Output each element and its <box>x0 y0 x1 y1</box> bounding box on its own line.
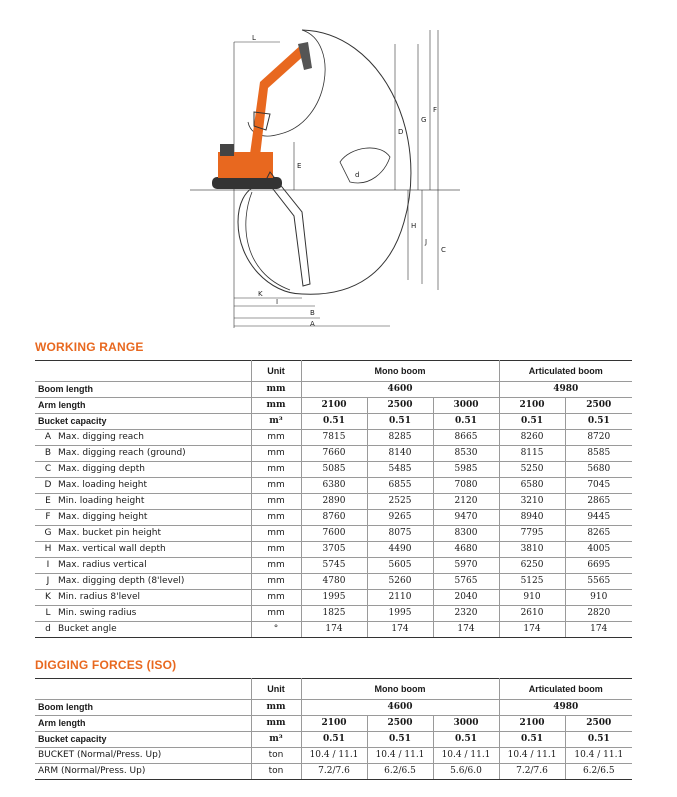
value-cell: 1995 <box>367 606 433 622</box>
table-row <box>35 526 632 542</box>
row-code: A <box>44 432 52 442</box>
table-row <box>35 606 632 622</box>
value-cell: 7080 <box>433 478 499 494</box>
value-cell: 174 <box>565 622 632 638</box>
digging-forces-title: DIGGING FORCES (ISO) <box>35 658 177 672</box>
value-cell: 910 <box>499 590 565 606</box>
value-cell: 5.6/6.0 <box>433 764 499 780</box>
label-d: d <box>355 171 360 179</box>
articulated-boom-header: Articulated boom <box>499 679 632 700</box>
table-row <box>35 542 632 558</box>
row-unit: mm <box>251 510 301 526</box>
row-code: B <box>44 448 52 458</box>
table-row <box>35 590 632 606</box>
value-cell: 6855 <box>367 478 433 494</box>
row-label: Min. loading height <box>58 496 145 506</box>
row-unit: mm <box>251 542 301 558</box>
value-cell: 5565 <box>565 574 632 590</box>
row-unit: mm <box>251 590 301 606</box>
working-range-table <box>35 360 632 638</box>
value-cell: 5680 <box>565 462 632 478</box>
value-cell: 5085 <box>301 462 367 478</box>
table-row <box>35 494 632 510</box>
label-K: K <box>258 290 263 298</box>
value-cell: 8760 <box>301 510 367 526</box>
header-row <box>35 361 632 382</box>
row-unit: ton <box>251 764 301 780</box>
value-cell: 7600 <box>301 526 367 542</box>
row-unit: mm <box>251 606 301 622</box>
label-I: I <box>276 298 279 306</box>
value-cell: 8665 <box>433 430 499 446</box>
value-cell: 174 <box>433 622 499 638</box>
value-cell: 5605 <box>367 558 433 574</box>
table-row <box>35 764 632 780</box>
value-cell: 8940 <box>499 510 565 526</box>
row-label: Max. digging reach <box>58 432 144 442</box>
value-cell: 8285 <box>367 430 433 446</box>
value-cell: 5250 <box>499 462 565 478</box>
row-unit: mm <box>251 478 301 494</box>
label-B: B <box>310 309 315 317</box>
mono-boom-header: Mono boom <box>301 361 499 382</box>
label-C: C <box>441 246 446 254</box>
row-code: J <box>46 576 50 586</box>
row-label: Max. digging depth (8'level) <box>58 576 185 586</box>
row-label: Max. bucket pin height <box>58 528 161 538</box>
value-cell: 174 <box>301 622 367 638</box>
value-cell: 6580 <box>499 478 565 494</box>
value-cell: 10.4 / 11.1 <box>301 748 367 764</box>
table-row <box>35 622 632 638</box>
value-cell: 2040 <box>433 590 499 606</box>
row-unit: mm <box>251 574 301 590</box>
row-code: F <box>45 512 51 522</box>
value-cell: 7045 <box>565 478 632 494</box>
mono-boom-header: Mono boom <box>301 679 499 700</box>
value-cell: 9445 <box>565 510 632 526</box>
articulated-boom-header: Articulated boom <box>499 361 632 382</box>
boom-length-row: Boom length mm 4600 4980 <box>35 382 632 398</box>
value-cell: 10.4 / 11.1 <box>433 748 499 764</box>
table-row <box>35 430 632 446</box>
value-cell: 2890 <box>301 494 367 510</box>
header-row <box>35 679 632 700</box>
value-cell: 5765 <box>433 574 499 590</box>
value-cell: 2110 <box>367 590 433 606</box>
value-cell: 2320 <box>433 606 499 622</box>
value-cell: 3210 <box>499 494 565 510</box>
boom-length-row: Boom length mm 4600 4980 <box>35 700 632 716</box>
row-code: K <box>45 592 51 602</box>
row-label: BUCKET (Normal/Press. Up) <box>35 748 251 764</box>
value-cell: 2610 <box>499 606 565 622</box>
value-cell: 7795 <box>499 526 565 542</box>
value-cell: 8140 <box>367 446 433 462</box>
row-code: C <box>44 464 52 474</box>
row-label: Bucket angle <box>58 624 117 634</box>
label-L: L <box>252 34 256 42</box>
value-cell: 8530 <box>433 446 499 462</box>
row-unit: mm <box>251 526 301 542</box>
value-cell: 6.2/6.5 <box>565 764 632 780</box>
value-cell: 6.2/6.5 <box>367 764 433 780</box>
value-cell: 4005 <box>565 542 632 558</box>
value-cell: 1825 <box>301 606 367 622</box>
row-code: H <box>44 544 52 554</box>
bucket-capacity-row: Bucket capacity m³ 0.51 0.51 0.51 0.51 0.51 <box>35 732 632 748</box>
label-E: E <box>297 162 302 170</box>
value-cell: 9265 <box>367 510 433 526</box>
row-code: D <box>44 480 52 490</box>
table-row <box>35 558 632 574</box>
value-cell: 9470 <box>433 510 499 526</box>
row-code: G <box>44 528 52 538</box>
row-unit: mm <box>251 446 301 462</box>
value-cell: 174 <box>367 622 433 638</box>
value-cell: 7660 <box>301 446 367 462</box>
row-unit: ° <box>251 622 301 638</box>
row-label: Max. loading height <box>58 480 148 490</box>
value-cell: 4680 <box>433 542 499 558</box>
arm-length-row: Arm length mm 2100 2500 3000 2100 2500 <box>35 398 632 414</box>
row-label: Min. radius 8'level <box>58 592 140 602</box>
table-row <box>35 574 632 590</box>
label-D: D <box>398 128 404 136</box>
label-F: F <box>433 106 438 114</box>
value-cell: 2820 <box>565 606 632 622</box>
value-cell: 6380 <box>301 478 367 494</box>
value-cell: 2120 <box>433 494 499 510</box>
value-cell: 5260 <box>367 574 433 590</box>
row-code: L <box>45 608 51 618</box>
row-code: d <box>45 624 51 634</box>
label-A: A <box>310 320 315 328</box>
row-label: Max. digging reach (ground) <box>58 448 186 458</box>
value-cell: 6695 <box>565 558 632 574</box>
bucket-capacity-row: Bucket capacity m³ 0.51 0.51 0.51 0.51 0.51 <box>35 414 632 430</box>
working-range-title: WORKING RANGE <box>35 340 144 354</box>
unit-header: Unit <box>251 361 301 382</box>
value-cell: 2525 <box>367 494 433 510</box>
value-cell: 8265 <box>565 526 632 542</box>
row-label: Max. digging height <box>58 512 148 522</box>
row-label: Max. vertical wall depth <box>58 544 166 554</box>
value-cell: 5745 <box>301 558 367 574</box>
value-cell: 6250 <box>499 558 565 574</box>
value-cell: 174 <box>499 622 565 638</box>
row-label: Min. swing radius <box>58 608 137 618</box>
value-cell: 8300 <box>433 526 499 542</box>
label-G: G <box>421 116 427 124</box>
value-cell: 3705 <box>301 542 367 558</box>
value-cell: 2865 <box>565 494 632 510</box>
row-label: Max. digging depth <box>58 464 145 474</box>
value-cell: 7815 <box>301 430 367 446</box>
digging-forces-table <box>35 678 632 780</box>
value-cell: 4490 <box>367 542 433 558</box>
table-row <box>35 478 632 494</box>
table-row <box>35 748 632 764</box>
value-cell: 5125 <box>499 574 565 590</box>
row-unit: ton <box>251 748 301 764</box>
value-cell: 8115 <box>499 446 565 462</box>
value-cell: 7.2/7.6 <box>301 764 367 780</box>
value-cell: 8075 <box>367 526 433 542</box>
value-cell: 3810 <box>499 542 565 558</box>
value-cell: 5970 <box>433 558 499 574</box>
value-cell: 8260 <box>499 430 565 446</box>
value-cell: 8720 <box>565 430 632 446</box>
row-unit: mm <box>251 462 301 478</box>
unit-header: Unit <box>251 679 301 700</box>
row-unit: mm <box>251 558 301 574</box>
arm-length-row: Arm length mm 2100 2500 3000 2100 2500 <box>35 716 632 732</box>
value-cell: 1995 <box>301 590 367 606</box>
value-cell: 5985 <box>433 462 499 478</box>
row-unit: mm <box>251 430 301 446</box>
value-cell: 8585 <box>565 446 632 462</box>
label-H: H <box>411 222 417 230</box>
working-range-diagram <box>190 22 480 332</box>
table-row <box>35 510 632 526</box>
value-cell: 10.4 / 11.1 <box>499 748 565 764</box>
label-J: J <box>425 238 428 246</box>
value-cell: 10.4 / 11.1 <box>367 748 433 764</box>
row-label: ARM (Normal/Press. Up) <box>35 764 251 780</box>
row-label: Max. radius vertical <box>58 560 147 570</box>
row-code: I <box>46 560 50 570</box>
value-cell: 4780 <box>301 574 367 590</box>
table-row <box>35 446 632 462</box>
value-cell: 7.2/7.6 <box>499 764 565 780</box>
value-cell: 10.4 / 11.1 <box>565 748 632 764</box>
value-cell: 5485 <box>367 462 433 478</box>
row-unit: mm <box>251 494 301 510</box>
value-cell: 910 <box>565 590 632 606</box>
row-code: E <box>45 496 51 506</box>
table-row <box>35 462 632 478</box>
